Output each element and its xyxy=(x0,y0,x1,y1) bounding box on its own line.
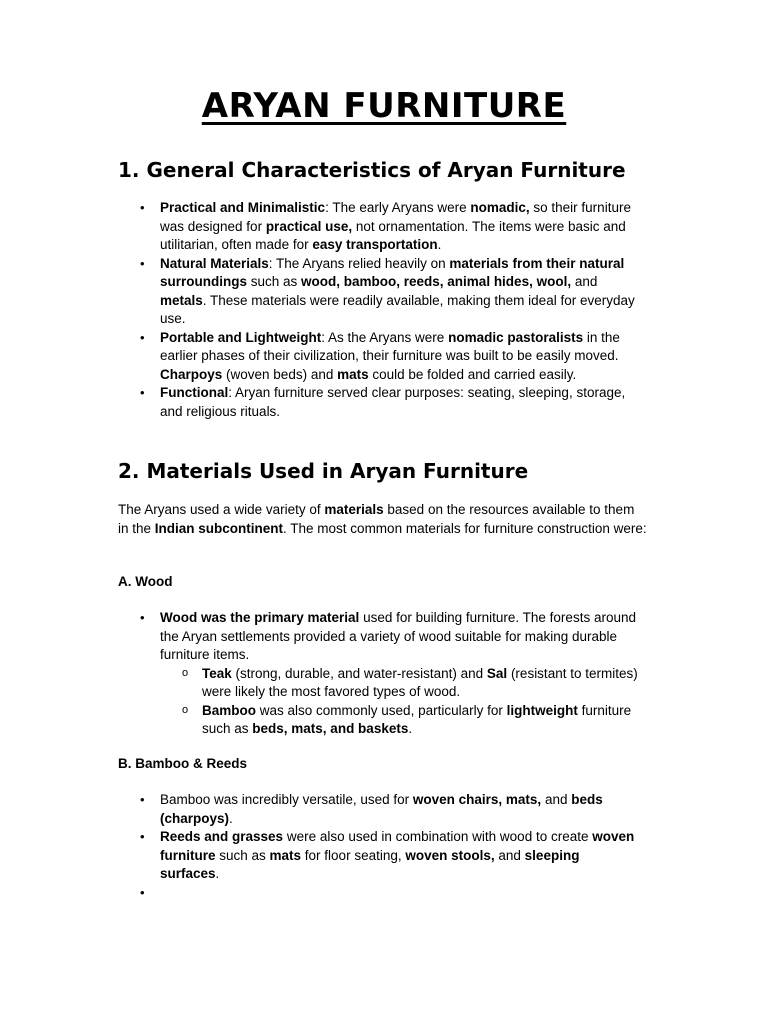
bold-text-run: beds, mats, and baskets xyxy=(252,721,409,736)
bold-text-run: woven furniture xyxy=(160,829,635,863)
text-run: The Aryans used a wide variety of xyxy=(118,502,325,517)
text-run: in the earlier phases of their civilization, their furniture was built to be easily moved. xyxy=(160,329,620,363)
bold-text-run: practical use, xyxy=(265,218,353,234)
bold-text-run: mats xyxy=(337,366,369,382)
bold-text-run: lightweight xyxy=(506,702,578,718)
text-run: : The Aryans relied heavily on xyxy=(268,255,450,271)
characteristic-list-item xyxy=(118,255,638,329)
bold-text-run: wood, bamboo, reeds, animal hides, wool, xyxy=(301,274,572,289)
text-run: were also used in combination with wood to create xyxy=(283,829,593,844)
text-run: : Aryan furniture served clear purposes: seating, sleeping, storage, and religious rituals. xyxy=(160,385,626,419)
bold-text-run: Sal xyxy=(486,665,508,681)
text-run: furniture such as xyxy=(202,702,632,736)
text-run: (strong, durable, and water-resistant) and xyxy=(231,665,487,681)
text-run: and xyxy=(541,792,572,807)
text-run: (resistant to termites) were likely the most favored types of wood. xyxy=(202,665,638,699)
bold-text-run: Reeds and grasses xyxy=(160,829,284,844)
bold-text-run: materials xyxy=(324,502,384,517)
sub-list-item xyxy=(160,665,638,702)
text-run: and xyxy=(494,847,525,863)
bamboo-list-item xyxy=(118,884,638,903)
text-run: . xyxy=(408,721,413,736)
bold-text-run: beds (charpoys) xyxy=(160,792,603,826)
text-run: for floor seating, xyxy=(301,847,406,863)
bold-text-run: materials from their natural surroundings xyxy=(160,255,625,289)
bold-text-run: Indian subcontinent xyxy=(154,520,284,536)
text-run: and xyxy=(571,274,598,289)
bold-text-run: Natural Materials xyxy=(160,255,269,271)
bamboo-list-item xyxy=(118,791,638,828)
text-run: . xyxy=(437,237,442,252)
characteristics-list xyxy=(118,199,638,421)
text-run: : The early Aryans were xyxy=(325,200,471,215)
text-run: . xyxy=(229,810,233,826)
bold-text-run: Charpoys xyxy=(160,366,223,382)
section-1-heading: 1. General Characteristics of Aryan Furniture xyxy=(118,158,626,182)
text-run: : As the Aryans were xyxy=(321,329,449,345)
bold-text-run: Portable and Lightweight xyxy=(160,329,322,345)
text-run: . The most common materials for furniture construction were: xyxy=(283,520,647,536)
section-2-heading: 2. Materials Used in Aryan Furniture xyxy=(118,459,529,483)
text-run: could be folded and carried easily. xyxy=(368,366,577,382)
bold-text-run: metals xyxy=(160,292,203,308)
bold-text-run: woven stools, xyxy=(405,847,495,863)
bold-text-run: mats xyxy=(269,847,302,863)
bold-text-run: Functional xyxy=(160,385,229,400)
sub-list xyxy=(160,665,638,739)
wood-list-item xyxy=(118,609,638,739)
bold-text-run: easy transportation xyxy=(312,237,438,252)
sub-list-item xyxy=(160,702,638,739)
bamboo-reeds-list xyxy=(118,791,638,902)
text-run: (woven beds) and xyxy=(222,366,338,382)
text-run: . xyxy=(215,866,220,881)
bold-text-run: Bamboo xyxy=(202,702,256,718)
bold-text-run: Practical and Minimalistic xyxy=(160,200,326,215)
bold-text-run: nomadic pastoralists xyxy=(448,329,584,345)
text-run: so their furniture was designed for xyxy=(160,200,631,234)
bold-text-run: nomadic, xyxy=(470,200,530,215)
document-title: ARYAN FURNITURE xyxy=(201,86,567,126)
text-run: not ornamentation. The items were basic and utilitarian, often made for xyxy=(160,218,626,252)
text-run: used for building furniture. The forests around the Aryan settlements provided a variety of wood suitable for making durable furniture items. xyxy=(160,610,636,662)
wood-list xyxy=(118,609,638,739)
text-run: was also commonly used, particularly for xyxy=(256,702,507,718)
bold-text-run: Teak xyxy=(202,665,232,681)
characteristic-list-item xyxy=(118,199,638,255)
materials-intro-paragraph xyxy=(118,501,648,538)
text-run: based on the resources available to them in the xyxy=(118,502,635,536)
subsection-a-heading: A. Wood xyxy=(118,574,173,589)
text-run: such as xyxy=(215,847,270,863)
text-run: Bamboo was incredibly versatile, used for xyxy=(160,792,413,807)
text-run: . These materials were readily available, making them ideal for everyday use. xyxy=(160,292,635,326)
characteristic-list-item xyxy=(118,384,638,421)
bold-text-run: sleeping surfaces xyxy=(160,847,580,881)
bold-text-run: woven chairs, mats, xyxy=(412,792,542,807)
text-run: such as xyxy=(247,274,302,289)
bamboo-list-item xyxy=(118,828,638,884)
bold-text-run: Wood was the primary material xyxy=(160,610,360,625)
characteristic-list-item xyxy=(118,329,638,385)
subsection-b-heading: B. Bamboo & Reeds xyxy=(118,756,248,771)
